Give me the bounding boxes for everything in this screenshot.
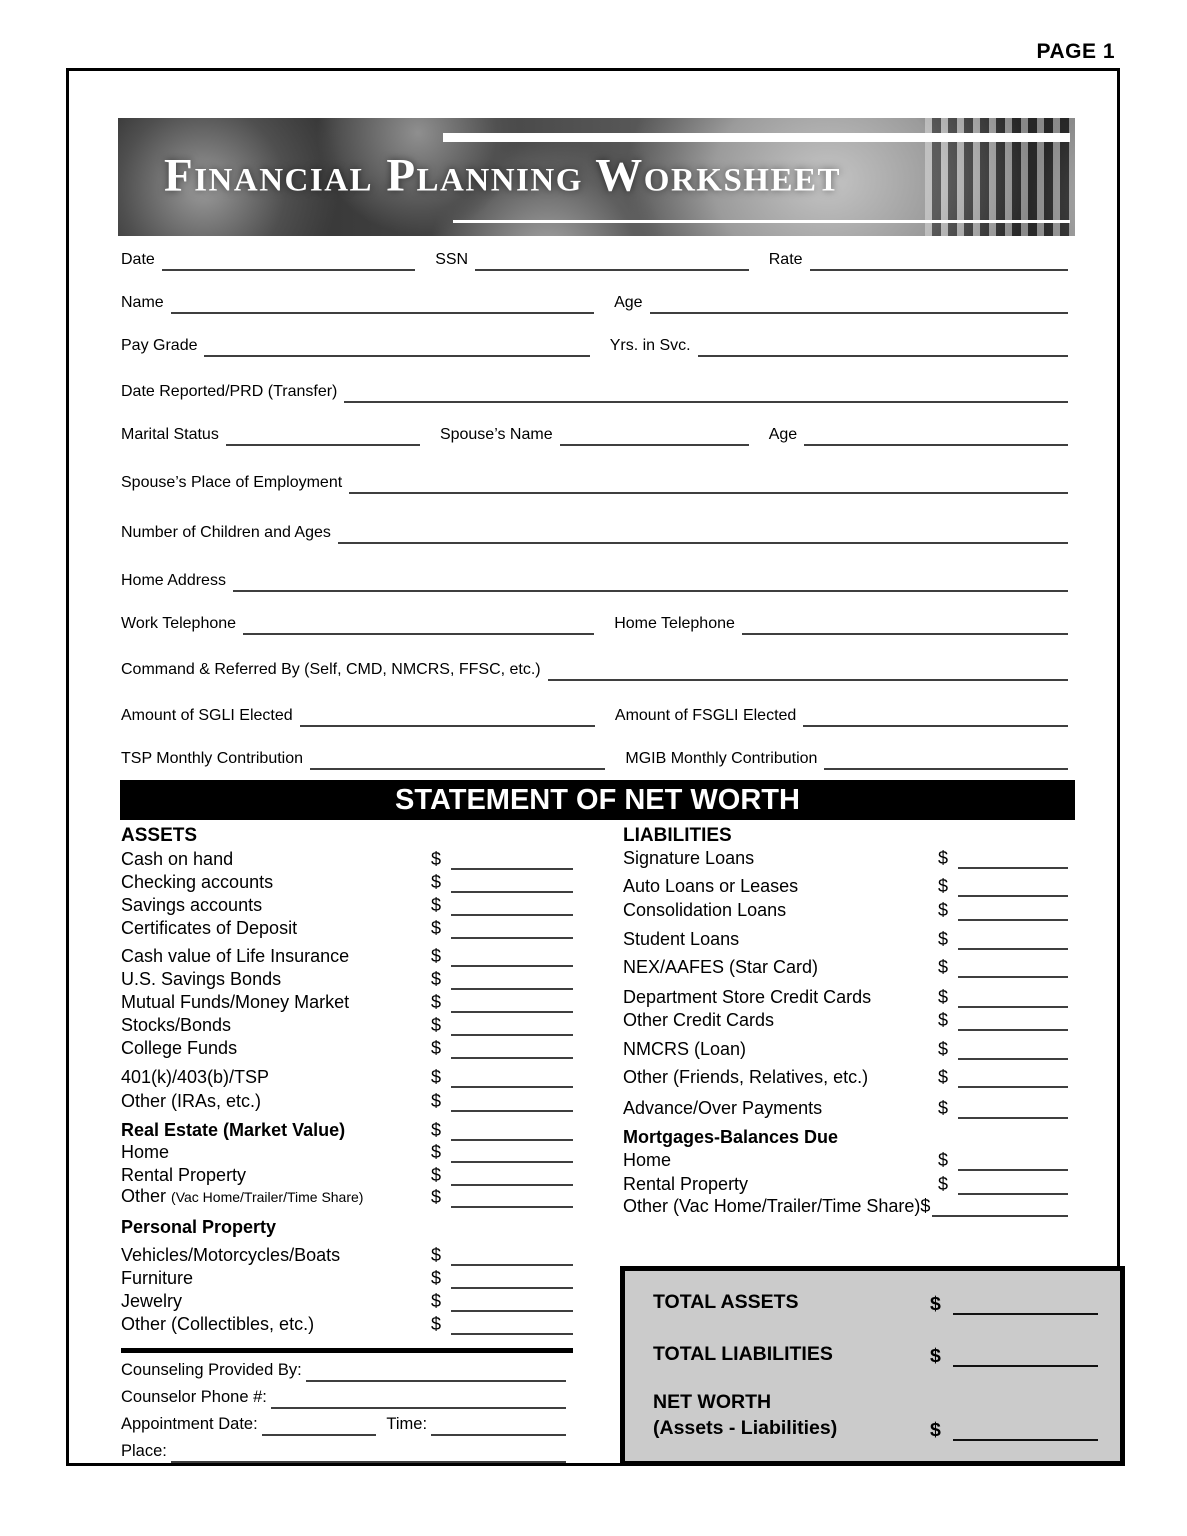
place-line[interactable] [171, 1437, 566, 1463]
liability-row [623, 874, 1068, 897]
dollar-sign: $ [938, 987, 949, 1007]
dollar-sign: $ [431, 969, 442, 989]
asset-row [121, 1289, 573, 1312]
liability-label: Other (Vac Home/Trailer/Time Share) [623, 1196, 921, 1216]
counselor-phone-line[interactable] [271, 1383, 566, 1409]
asset-amount-field[interactable] [431, 1119, 573, 1141]
total-assets-label: TOTAL ASSETS [653, 1291, 799, 1313]
asset-amount-field[interactable] [431, 917, 573, 939]
liability-amount-field[interactable] [938, 986, 1068, 1008]
form-row-telephones [121, 611, 1068, 635]
total-assets-amount-field[interactable] [930, 1293, 1098, 1315]
asset-label: Certificates of Deposit [121, 918, 298, 938]
liability-label: Consolidation Loans [623, 900, 787, 920]
sgli-label: Amount of SGLI Elected [121, 707, 293, 724]
form-row-name-age [121, 290, 1068, 314]
asset-amount-field[interactable] [431, 848, 573, 870]
asset-row [121, 1266, 573, 1289]
asset-amount-field[interactable] [431, 1267, 573, 1289]
liability-subheading-label: Mortgages-Balances Due [623, 1127, 839, 1147]
dollar-sign: $ [938, 1098, 949, 1118]
amount-line[interactable] [451, 937, 573, 939]
amount-line[interactable] [451, 1086, 573, 1088]
asset-label: Mutual Funds/Money Market [121, 992, 350, 1012]
amount-line[interactable] [958, 1086, 1068, 1088]
dollar-sign: $ [938, 876, 949, 896]
asset-row [121, 1013, 573, 1036]
spouse-employment-line[interactable] [349, 468, 1068, 494]
amount-line[interactable] [958, 1117, 1068, 1119]
amount-line[interactable] [958, 976, 1068, 978]
liability-label: Advance/Over Payments [623, 1098, 823, 1118]
counseling-row [121, 1385, 566, 1409]
net-worth-label-line1: NET WORTH [653, 1391, 772, 1413]
yrs-in-svc-line[interactable] [698, 331, 1068, 357]
dollar-sign: $ [938, 1039, 949, 1059]
command-referred-line[interactable] [548, 655, 1068, 681]
liabilities-heading: LIABILITIES [623, 825, 732, 846]
liability-row [623, 927, 1068, 950]
dollar-sign: $ [431, 872, 442, 892]
ssn-label: SSN [435, 251, 469, 268]
asset-label: College Funds [121, 1038, 238, 1058]
asset-label: Home [121, 1142, 170, 1162]
coins-photo-banner [118, 118, 1075, 236]
liability-amount-field[interactable] [938, 847, 1068, 869]
form-row-spouse-employment [121, 470, 1068, 494]
form-row-command [121, 657, 1068, 681]
amount-line[interactable] [958, 1029, 1068, 1031]
liability-label: Home [623, 1150, 672, 1170]
asset-amount-field[interactable] [431, 894, 573, 916]
place-label: Place: [121, 1442, 167, 1460]
asset-row [121, 847, 573, 870]
spouse-age-label: Age [768, 426, 798, 443]
amount-line[interactable] [451, 1057, 573, 1059]
time-label: Time: [386, 1415, 428, 1433]
dollar-sign: $ [431, 1091, 442, 1111]
counseling-provided-by-line[interactable] [306, 1356, 566, 1382]
amount-line[interactable] [953, 1365, 1098, 1367]
asset-amount-field[interactable] [431, 968, 573, 990]
spouse-age-line[interactable] [804, 420, 1068, 446]
dollar-sign: $ [938, 1174, 949, 1194]
dollar-sign: $ [431, 1142, 442, 1162]
asset-amount-field[interactable] [431, 1037, 573, 1059]
dollar-sign: $ [930, 1293, 941, 1315]
asset-row [121, 967, 573, 990]
amount-line[interactable] [451, 1206, 573, 1208]
dollar-sign: $ [938, 848, 949, 868]
asset-row [121, 1089, 573, 1112]
amount-line[interactable] [958, 895, 1068, 897]
asset-label: Vehicles/Motorcycles/Boats [121, 1245, 341, 1265]
assets-heading: ASSETS [121, 825, 198, 846]
asset-amount-field[interactable] [431, 1164, 573, 1186]
asset-amount-field[interactable] [431, 871, 573, 893]
marital-status-line[interactable] [226, 420, 420, 446]
asset-subheading-personal-property [121, 1215, 573, 1238]
work-phone-label: Work Telephone [121, 615, 237, 632]
form-row-paygrade-yrs [121, 333, 1068, 357]
asset-label: Rental Property [121, 1165, 247, 1185]
liability-row [623, 1172, 1068, 1195]
liability-label: NEX/AAFES (Star Card) [623, 957, 819, 977]
spouse-employment-label: Spouse’s Place of Employment [121, 474, 343, 491]
liability-amount-field[interactable] [938, 1149, 1068, 1171]
liability-label: Rental Property [623, 1174, 749, 1194]
net-worth-label-line2: (Assets - Liabilities) [653, 1417, 838, 1439]
asset-label: Cash on hand [121, 849, 234, 869]
asset-row-other-vac [121, 1185, 573, 1208]
liability-row [623, 846, 1068, 869]
asset-amount-field[interactable] [431, 1244, 573, 1266]
dollar-sign: $ [431, 1314, 442, 1334]
form-row-home-address [121, 568, 1068, 592]
liability-row [623, 1065, 1068, 1088]
yrs-in-svc-label: Yrs. in Svc. [609, 337, 691, 354]
liability-label: Student Loans [623, 929, 740, 949]
dollar-sign: $ [938, 929, 949, 949]
liability-row [623, 955, 1068, 978]
age-label: Age [614, 294, 643, 311]
dollar-sign: $ [431, 1120, 442, 1140]
asset-label: Other (Vac Home/Trailer/Time Share) [121, 1186, 364, 1206]
asset-row [121, 870, 573, 893]
amount-line[interactable] [451, 1333, 573, 1335]
fsgli-label: Amount of FSGLI Elected [614, 707, 797, 724]
total-assets-row [653, 1289, 1098, 1315]
asset-row [121, 916, 573, 939]
asset-amount-field[interactable] [431, 1141, 573, 1163]
asset-row [121, 1243, 573, 1266]
form-row-date-ssn-rate [121, 247, 1068, 271]
worksheet-title: Financial Planning Worksheet [164, 149, 841, 202]
name-label: Name [121, 294, 164, 311]
fsgli-line[interactable] [803, 701, 1068, 727]
home-address-line[interactable] [233, 566, 1068, 592]
dollar-sign: $ [920, 1196, 931, 1216]
dollar-sign: $ [938, 957, 949, 977]
total-liabilities-label: TOTAL LIABILITIES [653, 1343, 833, 1365]
liability-label: Auto Loans or Leases [623, 876, 799, 896]
dollar-sign: $ [431, 918, 442, 938]
counseling-provided-by-label: Counseling Provided By: [121, 1361, 302, 1379]
form-row-marital [121, 422, 1068, 446]
command-referred-label: Command & Referred By (Self, CMD, NMCRS, FFSC, etc.) [121, 661, 541, 678]
form-row-sgli [121, 703, 1068, 727]
liability-amount-field[interactable] [938, 1173, 1068, 1195]
dollar-sign: $ [431, 946, 442, 966]
appointment-date-label: Appointment Date: [121, 1415, 258, 1433]
asset-row [121, 1036, 573, 1059]
rate-label: Rate [768, 251, 803, 268]
asset-label: Cash value of Life Insurance [121, 946, 350, 966]
appointment-date-line[interactable] [262, 1410, 377, 1436]
liability-amount-field[interactable] [938, 1038, 1068, 1060]
date-reported-line[interactable] [344, 377, 1068, 403]
liability-row [623, 1148, 1068, 1171]
liability-amount-field[interactable] [938, 1009, 1068, 1031]
ssn-line[interactable] [475, 245, 749, 271]
amount-line[interactable] [958, 919, 1068, 921]
spouse-name-label: Spouse’s Name [439, 426, 553, 443]
asset-label: Savings accounts [121, 895, 263, 915]
banner-top-rule [443, 133, 1070, 142]
asset-amount-field[interactable] [431, 1014, 573, 1036]
home-phone-label: Home Telephone [614, 615, 735, 632]
counseling-row [121, 1358, 566, 1382]
sgli-line[interactable] [300, 701, 595, 727]
tsp-line[interactable] [310, 744, 605, 770]
net-worth-row [653, 1389, 1098, 1441]
pay-grade-line[interactable] [204, 331, 589, 357]
liability-subheading-mortgages [623, 1125, 1068, 1148]
asset-subheading-label: Personal Property [121, 1217, 277, 1237]
asset-label: Other (IRAs, etc.) [121, 1091, 262, 1111]
asset-row [121, 1163, 573, 1186]
marital-status-label: Marital Status [121, 426, 219, 443]
asset-label: Checking accounts [121, 872, 274, 892]
amount-line[interactable] [451, 1110, 573, 1112]
dollar-sign: $ [431, 992, 442, 1012]
page-number: PAGE 1 [1036, 40, 1115, 63]
liability-amount-field[interactable] [920, 1195, 1068, 1217]
dollar-sign: $ [938, 900, 949, 920]
dollar-sign: $ [930, 1419, 941, 1441]
dollar-sign: $ [431, 1268, 442, 1288]
time-line[interactable] [431, 1410, 566, 1436]
liability-row-other-vac [623, 1194, 1068, 1217]
asset-amount-field[interactable] [431, 1066, 573, 1088]
liability-row [623, 898, 1068, 921]
amount-line[interactable] [958, 867, 1068, 869]
counseling-row [121, 1412, 566, 1436]
liability-label: Other (Friends, Relatives, etc.) [623, 1067, 869, 1087]
asset-label: Other (Collectibles, etc.) [121, 1314, 315, 1334]
amount-line[interactable] [958, 1058, 1068, 1060]
liability-amount-field[interactable] [938, 1097, 1068, 1119]
liability-amount-field[interactable] [938, 875, 1068, 897]
name-line[interactable] [171, 288, 594, 314]
dollar-sign: $ [431, 1015, 442, 1035]
asset-label: 401(k)/403(b)/TSP [121, 1067, 270, 1087]
worksheet-page [66, 68, 1120, 1466]
asset-row [121, 893, 573, 916]
asset-label: Jewelry [121, 1291, 183, 1311]
total-liabilities-amount-field[interactable] [930, 1345, 1098, 1367]
total-liabilities-row [653, 1341, 1098, 1367]
liability-row [623, 1096, 1068, 1119]
work-phone-line[interactable] [243, 609, 594, 635]
tsp-label: TSP Monthly Contribution [121, 750, 304, 767]
counseling-row [121, 1439, 566, 1463]
date-reported-label: Date Reported/PRD (Transfer) [121, 383, 338, 400]
asset-row-real-estate [121, 1118, 573, 1141]
dollar-sign: $ [938, 1010, 949, 1030]
amount-line[interactable] [953, 1439, 1098, 1441]
banner-bottom-rule [453, 220, 1070, 223]
spouse-name-line[interactable] [560, 420, 749, 446]
amount-line[interactable] [953, 1313, 1098, 1315]
asset-amount-field[interactable] [431, 1290, 573, 1312]
asset-row [121, 990, 573, 1013]
amount-line[interactable] [958, 948, 1068, 950]
liability-amount-field[interactable] [938, 1066, 1068, 1088]
dollar-sign: $ [431, 849, 442, 869]
asset-amount-field[interactable] [431, 1186, 573, 1208]
dollar-sign: $ [431, 1291, 442, 1311]
mgib-label: MGIB Monthly Contribution [625, 750, 818, 767]
form-row-date-reported [121, 379, 1068, 403]
rate-line[interactable] [810, 245, 1068, 271]
pay-grade-label: Pay Grade [121, 337, 198, 354]
amount-line[interactable] [932, 1215, 1068, 1217]
form-row-children [121, 520, 1068, 544]
asset-row [121, 1140, 573, 1163]
home-phone-line[interactable] [742, 609, 1068, 635]
home-address-label: Home Address [121, 572, 226, 589]
date-label: Date [121, 251, 155, 268]
dollar-sign: $ [431, 1067, 442, 1087]
liability-row [623, 1037, 1068, 1060]
liability-label: Department Store Credit Cards [623, 987, 872, 1007]
asset-label: Real Estate (Market Value) [121, 1120, 346, 1140]
assets-counseling-divider [121, 1348, 573, 1353]
asset-sublabel: (Vac Home/Trailer/Time Share) [171, 1189, 364, 1205]
liability-amount-field[interactable] [938, 928, 1068, 950]
liability-amount-field[interactable] [938, 899, 1068, 921]
counselor-phone-label: Counselor Phone #: [121, 1388, 267, 1406]
net-worth-section-header: STATEMENT OF NET WORTH [120, 780, 1075, 820]
asset-amount-field[interactable] [431, 1090, 573, 1112]
asset-label: Stocks/Bonds [121, 1015, 232, 1035]
asset-row [121, 1312, 573, 1335]
dollar-sign: $ [431, 895, 442, 915]
dollar-sign: $ [930, 1345, 941, 1367]
age-line[interactable] [650, 288, 1068, 314]
net-worth-amount-field[interactable] [930, 1419, 1098, 1441]
liability-row [623, 985, 1068, 1008]
date-line[interactable] [162, 245, 415, 271]
asset-label: U.S. Savings Bonds [121, 969, 282, 989]
asset-amount-field[interactable] [431, 1313, 573, 1335]
liability-amount-field[interactable] [938, 956, 1068, 978]
liability-label: Other Credit Cards [623, 1010, 775, 1030]
children-ages-label: Number of Children and Ages [121, 524, 331, 541]
net-worth-label [653, 1389, 930, 1441]
dollar-sign: $ [938, 1150, 949, 1170]
asset-row [121, 1065, 573, 1088]
asset-label: Furniture [121, 1268, 194, 1288]
liability-row [623, 1008, 1068, 1031]
mgib-line[interactable] [824, 744, 1068, 770]
asset-amount-field[interactable] [431, 991, 573, 1013]
dollar-sign: $ [431, 1165, 442, 1185]
dollar-sign: $ [431, 1038, 442, 1058]
dollar-sign: $ [938, 1067, 949, 1087]
dollar-sign: $ [431, 1187, 442, 1207]
liability-label: Signature Loans [623, 848, 755, 868]
form-row-tsp-mgib [121, 746, 1068, 770]
amount-line[interactable] [958, 1169, 1068, 1171]
liability-label: NMCRS (Loan) [623, 1039, 747, 1059]
totals-box [620, 1266, 1125, 1466]
dollar-sign: $ [431, 1245, 442, 1265]
children-ages-line[interactable] [338, 518, 1068, 544]
asset-row [121, 944, 573, 967]
asset-amount-field[interactable] [431, 945, 573, 967]
